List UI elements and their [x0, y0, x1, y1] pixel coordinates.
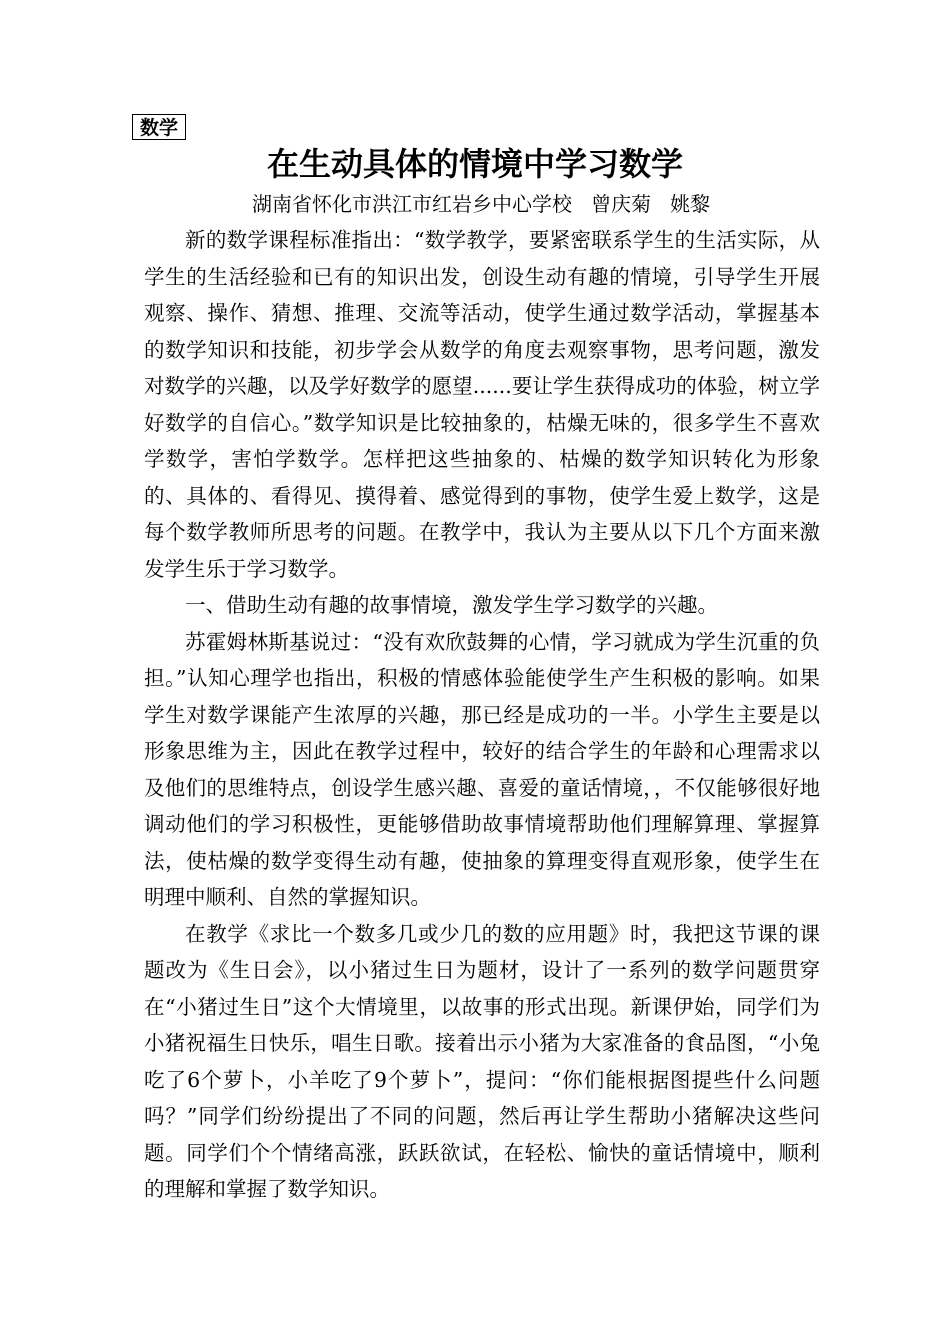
subject-tag: 数学: [132, 114, 186, 140]
section-heading: 一、借助生动有趣的故事情境，激发学生学习数学的兴趣。: [185, 593, 718, 617]
byline: [252, 190, 710, 218]
paragraph: 苏霍姆林斯基说过：“没有欢欣鼓舞的心情，学习就成为学生沉重的负担。”认知心理学也指出，积极的情感体验能使学生产生积极的影响。如果学生对数学课能产生浓厚的兴趣，那已经是成功的一半。小学生主要是以形象思维为主，因此在教学过程中，较好的结合学生的年龄和心理需求以及他们的思维特点，创设学生感兴趣、喜爱的童话情境，，不仅能够很好地调动他们的学习积极性，更能够借助故事情境帮助他们理解算理、掌握算法，使枯燥的数学变得生动有趣，使抽象的算理变得直观形象，使学生在明理中顺利、自然的掌握知识。: [144, 629, 820, 909]
article-title: 在生动具体的情境中学习数学: [266, 145, 683, 183]
author-affiliation: 湖南省怀化市洪江市红岩乡中心学校: [252, 192, 572, 216]
paragraph: 在教学《求比一个数多几或少几的数的应用题》时，我把这节课的课题改为《生日会》，以小猪过生日为题材，设计了一系列的数学问题贯穿在“小猪过生日”这个大情境里，以故事的形式出现。新课伊始，同学们为小猪祝福生日快乐，唱生日歌。接着出示小猪为大家准备的食品图，“小兔吃了6个萝卜，小羊吃了9个萝卜”，提问：“你们能根据图提些什么问题吗？”同学们纷纷提出了不同的问题，然后再让学生帮助小猪解决这些问题。同学们个个情绪高涨，跃跃欲试，在轻松、愉快的童话情境中，顺利的理解和掌握了数学知识。: [144, 921, 820, 1201]
author-name: 曾庆菊: [591, 192, 652, 216]
article-body: [144, 222, 820, 1208]
paragraph: 新的数学课程标准指出：“数学教学，要紧密联系学生的生活实际，从学生的生活经验和已有的知识出发，创设生动有趣的情境，引导学生开展观察、操作、猜想、推理、交流等活动，使学生通过数学活动，掌握基本的数学知识和技能，初步学会从数学的角度去观察事物，思考问题，激发对数学的兴趣，以及学好数学的愿望......要让学生获得成功的体验，树立学好数学的自信心。”数学知识是比较抽象的，枯燥无味的，很多学生不喜欢学数学，害怕学数学。怎样把这些抽象的、枯燥的数学知识转化为形象的、具体的、看得见、摸得着、感觉得到的事物，使学生爱上数学，这是每个数学教师所思考的问题。在教学中，我认为主要从以下几个方面来激发学生乐于学习数学。: [144, 228, 820, 581]
author-name: 姚黎: [670, 192, 711, 216]
